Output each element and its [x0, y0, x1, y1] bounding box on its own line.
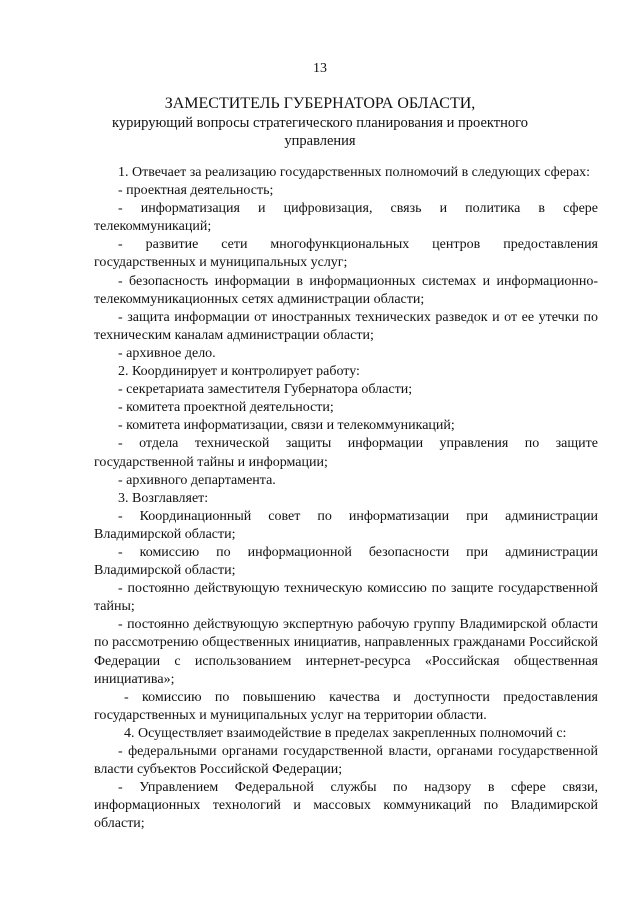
paragraph-3: 3. Возглавляет:	[118, 490, 209, 506]
list-item: - секретариата заместителя Губернатора области;	[118, 382, 413, 398]
list-item: - развитие сети многофункциональных центров предоставления государственных и муниципальных услуг;	[94, 237, 598, 271]
list-item: - безопасность информации в информационных системах и информационно-телекоммуникационных сетях администрации области;	[94, 273, 598, 307]
list-item: - информатизация и цифровизация, связь и политика в сфере телекоммуникаций;	[94, 201, 598, 235]
paragraph-4: 4. Осуществляет взаимодействие в пределах закрепленных полномочий с:	[124, 725, 567, 741]
list-item: - отдела технической защиты информации управления по защите государственной тайны и информации;	[94, 436, 598, 470]
page-number: 13	[313, 61, 327, 76]
list-item: - Управлением Федеральной службы по надзору в сфере связи, информационных технологий и массовых коммуникаций по Владимирской области;	[94, 780, 598, 832]
list-item: - федеральными органами государственной власти, органами государственной власти субъектов Российской Федерации;	[94, 744, 598, 778]
list-item: - Координационный совет по информатизации при администрации Владимирской области;	[94, 508, 598, 542]
document-subtitle: курирующий вопросы стратегического планирования и проектного управления	[112, 115, 528, 149]
paragraph-2: 2. Координирует и контролирует работу:	[118, 364, 360, 380]
list-item: - архивного департамента.	[118, 472, 276, 488]
list-item: - комитета проектной деятельности;	[118, 400, 334, 416]
list-item: - постоянно действующую техническую комиссию по защите государственной тайны;	[94, 581, 598, 615]
document-title: ЗАМЕСТИТЕЛЬ ГУБЕРНАТОРА ОБЛАСТИ,	[164, 95, 476, 112]
list-item: - архивное дело.	[118, 345, 216, 361]
list-item: - комиссию по информационной безопасности при администрации Владимирской области;	[94, 544, 598, 579]
list-item: - комитета информатизации, связи и телекоммуникаций;	[118, 418, 455, 434]
paragraph-1: 1. Отвечает за реализацию государственных полномочий в следующих сферах:	[118, 165, 591, 180]
list-item: - защита информации от иностранных технических разведок и от ее утечки по техническим каналам администрации области;	[94, 309, 598, 343]
list-item: - комиссию по повышению качества и доступности предоставления государственных и муниципальных услуг на территории области.	[94, 689, 598, 723]
document-body	[94, 164, 598, 833]
list-item: - постоянно действующую экспертную рабочую группу Владимирской области по рассмотрению общественных инициатив, направленных гражданами Российской Федерации с использованием интернет-ресурса «Российская общественная инициатива»;	[94, 617, 598, 687]
list-item: - проектная деятельность;	[118, 183, 274, 199]
